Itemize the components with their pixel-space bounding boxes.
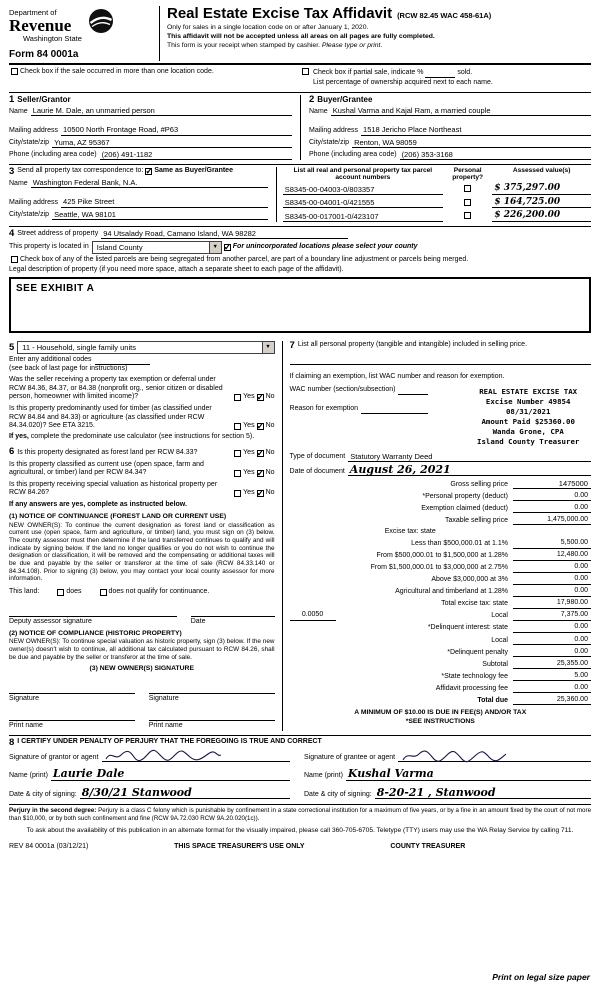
notice-continuance-title: (1) NOTICE OF CONTINUANCE (FOREST LAND OR CURRENT USE) [9, 513, 227, 521]
buyer-city-label: City/state/zip [309, 139, 350, 147]
tax-row-label: Total due [477, 696, 508, 704]
no-label: No [265, 422, 275, 430]
legal-size-note: Print on legal size paper [492, 971, 590, 982]
if-yes-label: If yes, [9, 432, 29, 440]
wac-number-label: WAC number (section/subsection) [289, 386, 396, 394]
unincorporated-note: For unincorporated locations please select your county [232, 243, 418, 251]
title-block [159, 6, 591, 61]
tax-computation [290, 479, 591, 705]
new-owner-signature-input[interactable] [149, 684, 275, 694]
personal-property-header: Personal property? [452, 166, 484, 182]
correspondence-address-label: Mailing address [9, 199, 59, 207]
exemption-no-checkbox[interactable] [257, 394, 264, 401]
parcel-table [277, 167, 591, 222]
buyer-phone-input[interactable]: (206) 353-3168 [400, 150, 591, 160]
current-use-question-row [9, 461, 275, 478]
new-owner-printname-input[interactable] [149, 711, 275, 721]
correspondence-name-input[interactable]: Washington Federal Bank, N.A. [31, 178, 268, 188]
exemption-question-row [9, 376, 275, 402]
new-owner-printname-cell [9, 711, 135, 731]
minimum-due-note: A MINIMUM OF $10.00 IS DUE IN FEE(S) AND/OR TAX [354, 709, 527, 717]
forest-land-question [9, 447, 232, 458]
doc-date-input[interactable]: August 26, 2021 [348, 464, 591, 477]
new-owners-signature-title: (3) NEW OWNER(S) SIGNATURE [89, 665, 194, 673]
same-as-buyer-label: Same as Buyer/Grantee [154, 167, 233, 175]
multi-location-checkbox[interactable] [11, 68, 18, 75]
perjury-lead: Perjury in the second degree: [9, 807, 97, 815]
tier4-tax-input[interactable]: 0.00 [513, 575, 591, 585]
gross-selling-price-input[interactable]: 1475000 [513, 479, 591, 489]
seller-name-label: Name [9, 107, 28, 115]
footer-row [9, 843, 591, 852]
tax-row-label: *Delinquent interest: state [427, 624, 508, 632]
seller-title: Seller/Grantor [17, 94, 71, 104]
certify-statement: I CERTIFY UNDER PENALTY OF PERJURY THAT THE FOREGOING IS TRUE AND CORRECT [17, 738, 322, 746]
reason-exemption-input[interactable] [361, 405, 428, 414]
grantee-date-city-input[interactable]: 8-20-21 , Stanwood [375, 787, 591, 800]
mid-columns [9, 338, 591, 736]
print-name-label: Print name [9, 722, 43, 730]
buyer-address-label: Mailing address [309, 127, 359, 135]
section-1-number: 1 [9, 93, 15, 105]
parcel-number-input[interactable]: S8345-00-04003-0/803357 [283, 185, 443, 195]
deputy-signature-label: Deputy assessor signature [9, 617, 92, 625]
tax-row-label: Gross selling price [450, 480, 508, 488]
section-2-number: 2 [309, 93, 315, 105]
new-owner-signature-cell [149, 684, 275, 704]
subtotal-input[interactable]: 25,355.00 [513, 660, 591, 670]
partial-sale-percent-input[interactable] [425, 70, 455, 78]
segregated-label: Check box of any of the listed parcels are being segregated from another parcel, are part of a boundary line adjustment or parcels being merged. [20, 255, 469, 263]
historic-no-checkbox[interactable] [257, 490, 264, 497]
parcel-number-input[interactable]: S8345-00-017001-0/423107 [283, 212, 443, 222]
partial-sale-label-sold: sold. [457, 69, 473, 77]
local-rate-input[interactable]: 0.0050 [290, 611, 336, 621]
same-as-buyer-checkbox[interactable] [145, 168, 152, 175]
no-label: No [265, 449, 275, 457]
does-not-label: does not qualify for continuance. [108, 588, 210, 596]
new-owner-signature-input[interactable] [9, 684, 135, 694]
grantee-date-city-label: Date & city of signing: [304, 790, 372, 798]
doc-date-label: Date of document [289, 467, 345, 475]
section-7-number: 7 [289, 339, 295, 351]
total-due-input[interactable]: 25,360.00 [513, 696, 591, 706]
doc-type-input[interactable]: Statutory Warranty Deed [348, 452, 591, 462]
buyer-name-input[interactable]: Kushal Varma and Kajal Ram, a married couple [331, 106, 591, 116]
buyer-address-input[interactable]: 1518 Jericho Place Northeast [361, 125, 591, 135]
form-title-rcw: (RCW 82.45 WAC 458-61A) [397, 11, 492, 20]
tier2-tax-input[interactable]: 12,480.00 [513, 551, 591, 561]
tax-row-label: From $500,000.01 to $1,500,000 at 1.28% [376, 552, 508, 560]
located-in-label: This property is located in [9, 243, 89, 251]
yes-label: Yes [243, 489, 255, 497]
rev-number: REV 84 0001a (03/12/21) [9, 843, 89, 851]
parcel-number-header: List all real and personal property tax parcel account numbers [293, 166, 433, 182]
header-note-3-italic: Please type or print. [321, 42, 383, 50]
tier3-tax-input[interactable]: 0.00 [513, 563, 591, 573]
tax-row-label: *State technology fee [441, 672, 508, 680]
notice-compliance-title: (2) NOTICE OF COMPLIANCE (HISTORIC PROPERTY) [9, 630, 182, 638]
tax-correspondence-block [9, 167, 277, 222]
exemption-claimed-input[interactable]: 0.00 [513, 504, 591, 514]
parcel-personal-checkbox[interactable] [464, 185, 471, 192]
seller-city-input[interactable]: Yuma, AZ 95367 [52, 138, 292, 148]
no-label: No [265, 469, 275, 477]
timber-question: Is this property predominantly used for timber (as classified under RCW 84.84 and 84.33) or agriculture (as classified under RCW 84.34.020)? See ETA 3215. [9, 404, 212, 430]
partial-sale-block [300, 68, 591, 87]
dropdown-arrow-icon[interactable] [262, 342, 274, 353]
land-use-dropdown[interactable] [17, 341, 274, 354]
street-address-label: Street address of property [17, 230, 99, 238]
personal-property-intro: List all personal property (tangible and intangible) included in selling price. [297, 340, 528, 348]
stamp-amount-paid: Amount Paid $25360.00 [481, 416, 575, 426]
deputy-signature-cell [9, 607, 177, 627]
doc-type-label: Type of document [289, 453, 346, 461]
parcel-personal-checkbox[interactable] [464, 199, 471, 206]
treasurer-stamp [428, 384, 591, 449]
tax-row-label: Subtotal [482, 660, 508, 668]
header-note-3 [167, 42, 591, 50]
dropdown-arrow-icon[interactable] [209, 242, 221, 253]
affidavit-processing-fee-input[interactable]: 0.00 [513, 684, 591, 694]
notice-compliance-body: NEW OWNER(S): To continue special valuation as historic property, sign (3) below. If the new owner(s) doesn't wish to continue, all additional tax calculated pursuant to RCW 84.26, shall be due and payable by the seller or transferor at the time of sale. [9, 638, 275, 661]
tax-row-label: *Delinquent penalty [447, 648, 508, 656]
parcel-row [283, 211, 591, 221]
grantee-name-print-input[interactable]: Kushal Varma [346, 768, 591, 781]
new-owner-signature-row [9, 684, 275, 704]
tax-row-label: Total excise tax: state [441, 600, 508, 608]
correspondence-name-label: Name [9, 179, 28, 187]
form-number: Form 84 0001a [9, 49, 79, 61]
department-of-label: Department of [9, 8, 57, 17]
land-qualify-row [9, 588, 275, 597]
taxable-selling-price-input[interactable]: 1,475,000.00 [513, 516, 591, 526]
stamp-title: REAL ESTATE EXCISE TAX [479, 386, 578, 396]
multi-location-row [9, 68, 300, 87]
parcel-number-input[interactable]: S8345-00-04001-0/421555 [283, 198, 443, 208]
forest-land-question-text: Is this property designated as forest land per RCW 84.33? [17, 449, 198, 457]
predominate-use-note [9, 433, 275, 442]
see-instructions-note: *SEE INSTRUCTIONS [405, 718, 475, 726]
no-label: No [265, 489, 275, 497]
ownership-note: List percentage of ownership acquired next to each name. [313, 79, 493, 86]
historic-question-row [9, 481, 275, 498]
timber-no-checkbox[interactable] [257, 423, 264, 430]
timber-question-row [9, 405, 275, 431]
grantor-signature-input[interactable] [102, 749, 290, 762]
partial-sale-label: Check box if partial sale, indicate % [312, 69, 424, 77]
yes-label: Yes [243, 449, 255, 457]
grantee-signature-block [300, 747, 591, 799]
forest-land-question-row [9, 447, 275, 458]
grantee-signature-input[interactable] [398, 749, 591, 762]
correspondence-intro: Send all property tax correspondence to: [17, 167, 144, 175]
signature-label: Signature [9, 694, 39, 702]
personal-property-list-input[interactable] [290, 356, 591, 365]
yes-label: Yes [243, 393, 255, 401]
new-owner-printname-input[interactable] [9, 711, 135, 721]
yes-label: Yes [243, 422, 255, 430]
tier1-tax-input[interactable]: 5,500.00 [513, 539, 591, 549]
agricultural-tax-input[interactable]: 0.00 [513, 587, 591, 597]
parcel-row [283, 184, 591, 194]
partial-sale-checkbox[interactable] [302, 68, 309, 75]
signature-columns [9, 747, 591, 799]
tax-row-label: Affidavit processing fee [435, 684, 508, 692]
stamp-office: Island County Treasurer [477, 436, 580, 446]
stamp-cashier: Wanda Grone, CPA [492, 426, 564, 436]
county-dropdown[interactable] [92, 241, 222, 254]
assessed-value-input[interactable]: $ 375,297.00 [492, 184, 591, 194]
wac-number-input[interactable] [398, 386, 428, 395]
perjury-statement [9, 804, 591, 823]
revenue-wordmark: Revenue [9, 16, 72, 36]
multi-location-label: Check box if the sale occurred in more than one location code. [20, 68, 214, 76]
if-any-yes-note: If any answers are yes, complete as instructed below. [9, 500, 187, 508]
legal-description-value: SEE EXHIBIT A [16, 282, 95, 294]
additional-codes-input[interactable] [95, 356, 150, 365]
buyer-title: Buyer/Grantee [317, 94, 373, 104]
delinquent-interest-state-input[interactable]: 0.00 [513, 623, 591, 633]
grantor-name-print-input[interactable]: Laurie Dale [51, 768, 290, 781]
section-4-number: 4 [9, 228, 15, 240]
seller-address-input[interactable]: 10500 North Frontage Road, #P63 [61, 125, 292, 135]
delinquent-interest-local-input[interactable]: 0.00 [513, 636, 591, 646]
buyer-phone-label: Phone (including area code) [309, 151, 397, 159]
seller-phone-input[interactable]: (206) 491-1182 [100, 150, 292, 160]
does-not-checkbox[interactable] [100, 589, 107, 596]
parcel-row [283, 198, 591, 208]
deputy-date-cell [191, 607, 275, 627]
section-8-number: 8 [9, 736, 15, 748]
alternate-format-note: To ask about the availability of this publication in an alternate format for the visually impaired, please call 360-705-6705. Teletype (TTY) users may use the WA Relay Service by calling 711. [26, 826, 574, 834]
top-checkboxes [9, 65, 591, 92]
grantee-signature-label: Signature of grantee or agent [304, 753, 396, 761]
seller-section [9, 95, 300, 160]
segregated-checkbox[interactable] [11, 256, 18, 263]
exemption-question: Was the seller receiving a property tax exemption or deferral under RCW 84.36, 84.37, or 84.38 (nonprofit org., senior citizen or disabled person, homeowner with limited income)? [9, 376, 223, 401]
current-use-yes-checkbox[interactable] [234, 470, 241, 477]
tax-row-label: Local [491, 636, 508, 644]
parties-section [9, 93, 591, 165]
deputy-signature-input[interactable] [9, 607, 177, 617]
agency-block [9, 6, 159, 61]
washington-state-label: Washington State [23, 34, 82, 44]
county-treasurer-label: COUNTY TREASURER [390, 843, 466, 851]
seller-name-input[interactable]: Laurie M. Dale, an unmarried person [31, 106, 292, 116]
codes-note: (see back of last page for instructions) [9, 364, 128, 372]
grantee-name-print-label: Name (print) [304, 772, 343, 780]
tax-row-label: Exemption claimed (deduct) [421, 504, 508, 512]
grantor-signature-scribble [104, 749, 224, 763]
assessed-value-header: Assessed value(s) [512, 166, 571, 174]
does-checkbox[interactable] [57, 589, 64, 596]
tax-row-label: Taxable selling price [444, 516, 508, 524]
legal-description-label: Legal description of property (if you need more space, attach a separate sheet to each page of the affidavit). [9, 266, 344, 274]
legal-description-box[interactable] [9, 277, 591, 333]
assessed-value-input[interactable]: $ 226,200.00 [492, 211, 591, 221]
exemption-intro: If claiming an exemption, list WAC number and reason for exemption. [289, 373, 505, 381]
stamp-excise-number: Excise Number 49854 [485, 396, 571, 406]
title-line [167, 6, 591, 23]
tax-row-label: *Personal property (deduct) [422, 492, 508, 500]
buyer-city-input[interactable]: Renton, WA 98059 [352, 138, 591, 148]
tax-row-label: From $1,500,000.01 to $3,000,000 at 2.75% [370, 564, 508, 572]
forest-yes-checkbox[interactable] [234, 450, 241, 457]
stamp-date: 08/31/2021 [505, 406, 551, 416]
perjury-body: Perjury is a class C felony which is punishable by confinement in a state correctional institution for a maximum of five years, or by a fine in an amount fixed by the court of not more than $10,000, or by both such confinement and fine (RCW 9A.72.030 RCW 9A.20.020(1c)). [9, 807, 592, 823]
tax-row-label: Above $3,000,000 at 3% [431, 576, 508, 584]
timber-yes-checkbox[interactable] [234, 423, 241, 430]
section-6-number: 6 [9, 446, 15, 458]
dor-logo-icon [88, 8, 114, 38]
buyer-name-label: Name [309, 107, 328, 115]
deputy-signature-row [9, 607, 275, 627]
deputy-date-input[interactable] [191, 607, 275, 617]
signature-label: Signature [148, 694, 179, 702]
total-state-tax-input[interactable]: 17,980.00 [513, 599, 591, 609]
header-note-2: This affidavit will not be accepted unless all areas on all pages are fully completed. [167, 32, 435, 40]
section-3-number: 3 [9, 165, 15, 177]
county-dropdown-value: Island County [96, 242, 143, 252]
agency-wordmark [9, 8, 82, 43]
new-owner-printname-cell [149, 711, 275, 731]
print-name-label: Print name [148, 722, 183, 730]
deputy-date-label: Date [190, 617, 206, 625]
does-label: does [66, 588, 82, 596]
current-use-no-checkbox[interactable] [257, 470, 264, 477]
left-column [9, 341, 283, 731]
current-use-question: Is this property classified as current use (open space, farm and agricultural, or timber) land per RCW 84.34? [9, 460, 204, 477]
forest-no-checkbox[interactable] [257, 450, 264, 457]
section-5-number: 5 [9, 341, 15, 353]
additional-codes-label: Enter any additional codes [9, 356, 92, 364]
no-label: No [265, 393, 275, 401]
parcel-table-header [283, 167, 591, 182]
unincorporated-checkbox[interactable] [224, 244, 231, 251]
local-tax-input[interactable]: 7,375.00 [513, 611, 591, 621]
delinquent-penalty-input[interactable]: 0.00 [513, 648, 591, 658]
excise-tax-state-header: Excise tax: state [384, 528, 436, 536]
treasurer-space-label: THIS SPACE TREASURER'S USE ONLY [174, 843, 305, 851]
seller-phone-label: Phone (including area code) [9, 151, 97, 159]
form-title: Real Estate Excise Tax Affidavit [167, 5, 393, 22]
tax-row-label: Agricultural and timberland at 1.28% [395, 588, 508, 596]
property-location-section [9, 227, 591, 338]
wac-block [290, 384, 429, 449]
yes-label: Yes [243, 469, 255, 477]
historic-yes-checkbox[interactable] [234, 490, 241, 497]
reason-exemption-label: Reason for exemption [289, 405, 359, 413]
seller-city-label: City/state/zip [9, 139, 50, 147]
correspondence-city-label: City/state/zip [9, 211, 50, 219]
tax-row-label: Local [491, 612, 508, 620]
header [9, 6, 591, 65]
grantor-signature-label: Signature of grantor or agent [9, 753, 99, 761]
assessed-value-input[interactable]: $ 164,725.00 [492, 198, 591, 208]
correspondence-address-input[interactable]: 425 Pike Street [61, 197, 268, 207]
new-owner-signature-cell [9, 684, 135, 704]
street-address-input[interactable]: 94 Utsalady Road, Camano Island, WA 98282 [101, 229, 348, 239]
partial-sale-row [300, 68, 591, 78]
buyer-section [300, 95, 591, 160]
seller-address-label: Mailing address [9, 127, 59, 135]
notice-continuance-body: NEW OWNER(S): To continue the current designation as forest land or classification as current use (open space, farm and agriculture, or timber) land, you must sign on (3) below. The county assessor must then determine if the land transferred continues to qualify and will indicate by signing below. If the land no longer qualifies or you do not wish to continue the designation or classification, it will be removed and the compensating or additional taxes will be due and payable by the seller or transferor at the time of sale (RCW 84.33.140 or 84.34.108). Prior to signing (3) below, you may contact your local county assessor for more information. [9, 521, 275, 583]
grantor-name-print-label: Name (print) [9, 772, 48, 780]
grantee-signature-scribble [400, 749, 510, 763]
grantor-date-city-input[interactable]: 8/30/21 Stanwood [80, 787, 290, 800]
this-land-label: This land: [9, 588, 40, 596]
exemption-yes-checkbox[interactable] [234, 394, 241, 401]
grantor-signature-block [9, 747, 300, 799]
tax-row-label: Less than $500,000.01 at 1.1% [411, 540, 508, 548]
correspondence-parcels-section [9, 165, 591, 227]
right-column [283, 341, 591, 731]
header-note-3-text: This form is your receipt when stamped by cashier. [167, 42, 322, 50]
header-note-1: Only for sales in a single location code on or after January 1, 2020. [167, 23, 369, 31]
land-use-dropdown-value: 11 - Household, single family units [22, 342, 136, 352]
historic-question: Is this property receiving special valuation as historical property per RCW 84.26? [9, 480, 218, 497]
personal-property-deduct-input[interactable]: 0.00 [513, 492, 591, 502]
grantor-date-city-label: Date & city of signing: [9, 790, 77, 798]
correspondence-city-input[interactable]: Seattle, WA 98101 [52, 210, 268, 220]
new-owner-printname-row [9, 711, 275, 731]
parcel-personal-checkbox[interactable] [464, 212, 471, 219]
state-technology-fee-input[interactable]: 5.00 [513, 672, 591, 682]
predominate-use-note-text: complete the predominate use calculator (see instructions for section 5). [28, 432, 255, 440]
certification-section [9, 736, 591, 802]
